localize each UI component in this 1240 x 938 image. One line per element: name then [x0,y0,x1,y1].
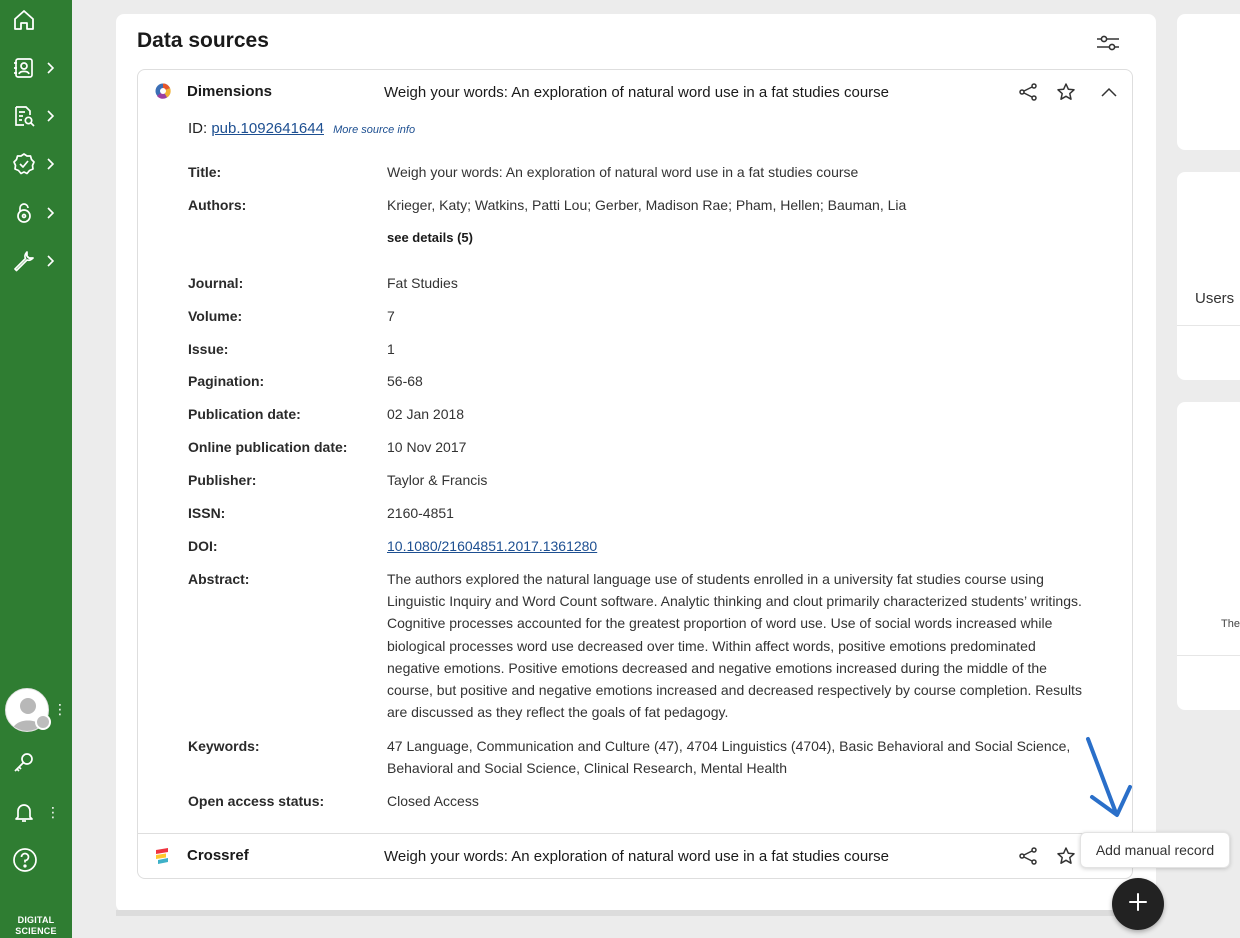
field-value-keywords: 47 Language, Communication and Culture (47), 4704 Linguistics (4704), Basic Behavioral and Social Science, Behavioral and Social Science, Clinical Research, Mental Health [387,738,1071,777]
chevron-right-icon [46,255,54,267]
field-label-publisher: Publisher: [188,472,257,488]
bell-icon [12,800,36,824]
chevron-right-icon [46,158,54,170]
field-value-authors: Krieger, Katy; Watkins, Patti Lou; Gerber, Madison Rae; Pham, Hellen; Bauman, Lia [387,197,907,213]
field-label-journal: Journal: [188,275,244,291]
wrench-icon [12,249,36,273]
field-value-publisher: Taylor & Francis [387,472,488,488]
nav-records[interactable] [12,99,64,133]
field-label-keywords: Keywords: [188,738,260,754]
nav-notifications[interactable] [12,795,64,829]
collapse-button[interactable] [1098,81,1120,103]
share-button[interactable] [1017,845,1039,867]
field-label-authors: Authors: [188,197,247,213]
field-label-title: Title: [188,164,222,180]
source-record-title: Weigh your words: An exploration of natural word use in a fat studies course [384,84,889,101]
help-icon [12,847,38,873]
chevron-right-icon [46,62,54,74]
nav-home[interactable] [12,3,64,37]
chevron-right-icon [46,207,54,219]
card-title: Data sources [137,29,269,52]
right-card-divider [1177,655,1240,656]
field-label-abstract: Abstract: [188,571,250,587]
add-manual-record-tooltip: Add manual record [1080,832,1230,868]
field-value-open-access-status: Closed Access [387,793,479,809]
field-label-doi: DOI: [188,538,218,554]
home-icon [12,8,36,32]
field-value-issn: 2160-4851 [387,505,454,521]
field-label-issn: ISSN: [188,505,226,521]
nav-verification[interactable] [12,147,64,181]
truncated-text: The [1221,618,1240,630]
field-value-journal: Fat Studies [387,275,458,291]
nav-access[interactable] [12,196,64,230]
share-button[interactable] [1017,81,1039,103]
add-manual-record-button[interactable] [1112,878,1164,930]
field-label-open-access-status: Open access status: [188,793,325,809]
nav-tools[interactable] [12,244,64,278]
document-search-icon [12,104,36,128]
brand-line-1: DIGITAL [17,915,55,925]
source-record-title: Weigh your words: An exploration of natural word use in a fat studies course [384,848,889,865]
field-label-online-publication-date: Online publication date: [188,439,348,455]
record-id-link[interactable]: pub.1092641644 [211,120,324,137]
field-label-publication-date: Publication date: [188,406,301,422]
chevron-right-icon [46,110,54,122]
crossref-logo-icon [154,847,172,865]
more-vert-icon[interactable]: ⋮ [46,804,60,820]
field-value-title: Weigh your words: An exploration of natural word use in a fat studies course [387,164,859,180]
more-source-info-link[interactable]: More source info [333,124,416,136]
plus-icon [1127,891,1149,918]
nav-profiles[interactable] [12,51,64,85]
field-value-online-publication-date: 10 Nov 2017 [387,439,467,455]
field-label-issue: Issue: [188,341,229,357]
field-value-pagination: 56-68 [387,373,423,389]
data-sources-card [116,14,1156,912]
share-icon [1018,846,1038,866]
verified-badge-icon [12,152,36,176]
source-name: Dimensions [187,83,273,100]
side-nav [0,0,72,938]
right-card-3 [1177,402,1240,710]
key-icon [12,750,36,774]
doi-link[interactable]: 10.1080/21604851.2017.1361280 [387,538,598,554]
field-value-doi [387,535,1087,557]
field-label-pagination: Pagination: [188,373,265,389]
star-icon [1056,846,1076,866]
star-icon [1056,82,1076,102]
nav-help[interactable] [12,843,64,877]
right-card-1 [1177,14,1240,150]
lock-icon [12,201,36,225]
users-label: Users [1195,290,1235,307]
user-menu[interactable] [5,688,65,732]
field-value-publication-date: 02 Jan 2018 [387,406,465,422]
favorite-button[interactable] [1055,81,1077,103]
more-vert-icon[interactable]: ⋮ [53,701,67,717]
dimensions-logo-icon [154,82,172,100]
id-label: ID: [188,120,208,137]
right-card-divider [1177,325,1240,326]
sources-list [137,69,1133,879]
favorite-button[interactable] [1055,845,1077,867]
right-card-2 [1177,172,1240,380]
brand-logo [0,915,72,937]
profile-search-icon [12,56,36,80]
annotation-arrow [1080,735,1140,820]
record-id [188,120,415,137]
card-shadow [116,910,1156,916]
share-icon [1018,82,1038,102]
key-badge-icon [35,714,51,730]
nav-api-keys[interactable] [12,745,64,779]
brand-line-2: SCIENCE [15,926,57,936]
field-label-volume: Volume: [188,308,243,324]
source-row-crossref[interactable] [138,834,1134,878]
field-value-abstract: The authors explored the natural language use of students enrolled in a university fat studies course using Linguistic Inquiry and Word Count software. Analytic thinking and clout primarily characterized students’ writings. Cognitive processes accounted for the greatest proportion of word use. Use of social words increased while biological processes word use decreased over time. Within affect words, positive emotions predominated negative emotions. Positive emotions decreased and negative emotions increased during the middle of the course, but positive and negative emotions increased and decreased respectively by course completion. Results are discussed as they reflect the goals of fat pedagogy. [387,571,1082,721]
chevron-up-icon [1099,82,1119,102]
source-row-dimensions[interactable] [138,70,1134,114]
filter-settings-button[interactable] [1095,32,1121,54]
sliders-icon [1095,41,1121,58]
see-details-link[interactable]: see details (5) [387,230,473,245]
field-value-issue: 1 [387,341,395,357]
source-name: Crossref [187,847,249,864]
field-value-volume: 7 [387,308,395,324]
